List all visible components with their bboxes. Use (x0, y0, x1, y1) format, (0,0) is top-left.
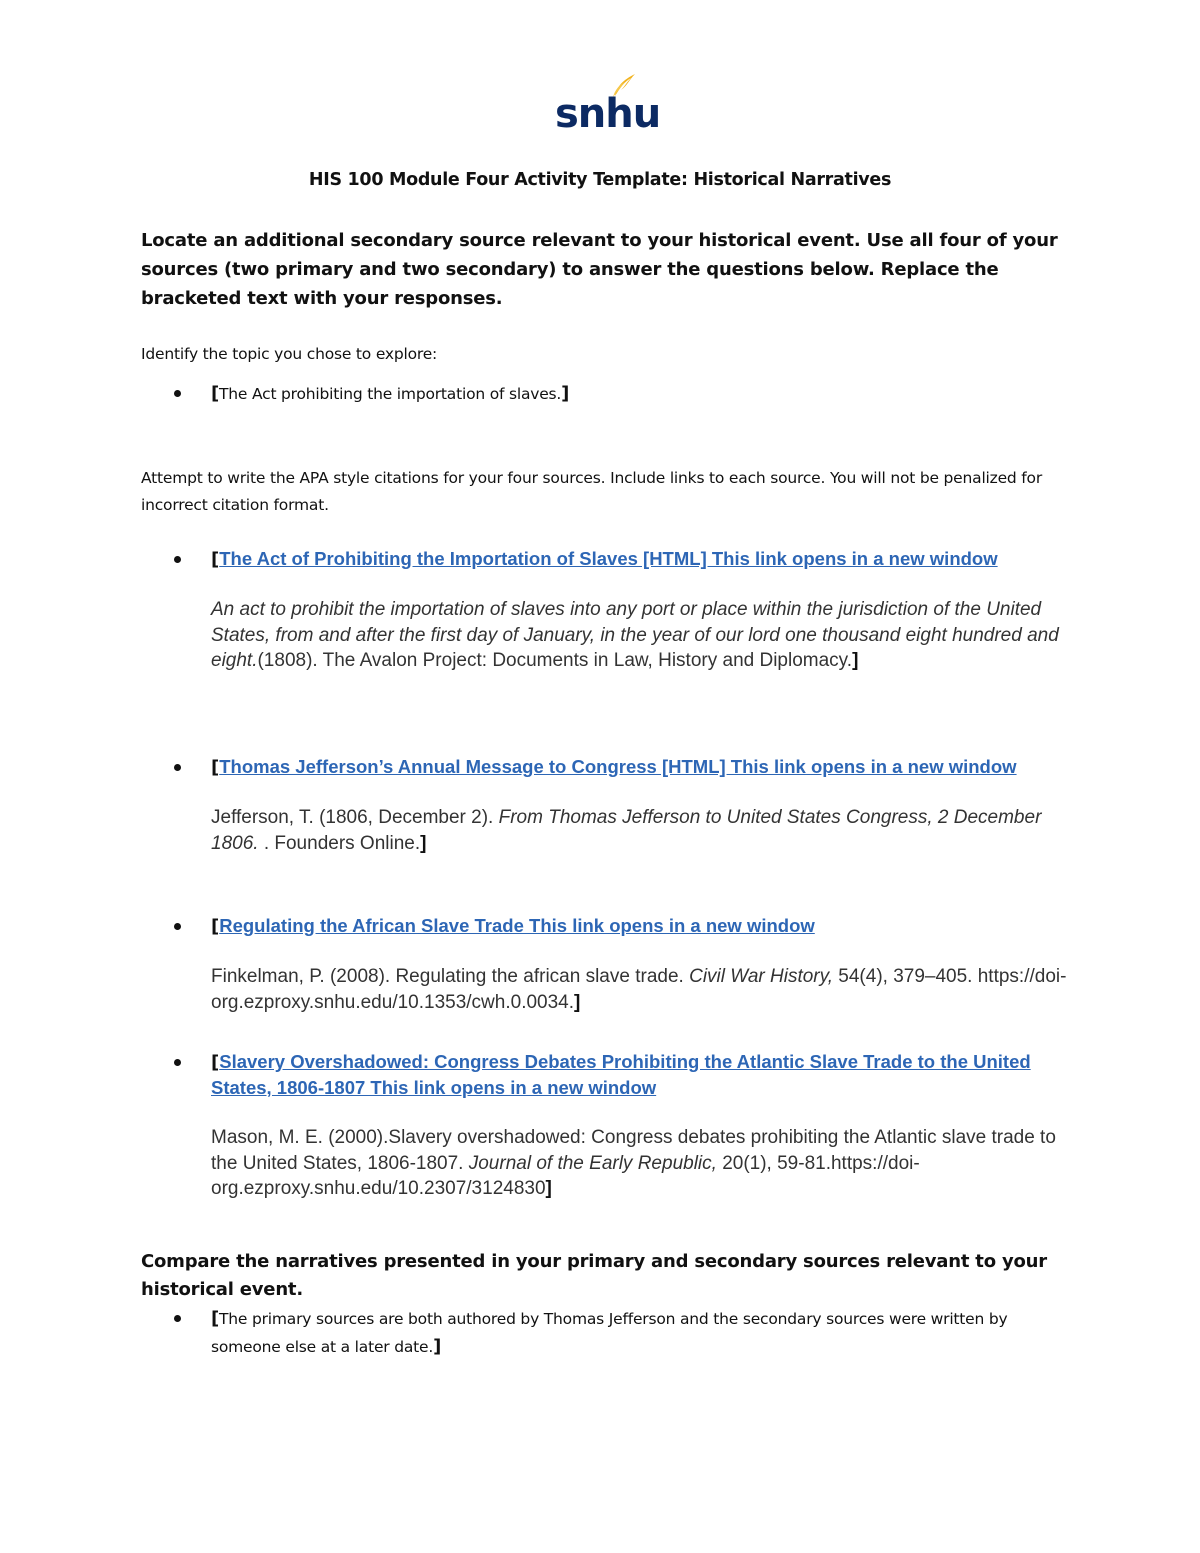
logo-text: snhu (555, 91, 661, 137)
citation-text: Finkelman, P. (2008). Regulating the african slave trade. Civil War History, 54(4), 379–405. https://doi-org.ezproxy.snhu.edu/10.1353/cwh.0.0034.] (211, 966, 1067, 1013)
citation-item: [Slavery Overshadowed: Congress Debates Prohibiting the Atlantic Slave Trade to the United States, 1806-1807 This link opens in a new window Mason, M. E. (2000).Slavery overshadowed: Congress debates prohibiting the Atlantic slave trade to the United States, 1806-1807. Journal of the Early Republic, 20(1), 59-81.https://doi-org.ezproxy.snhu.edu/10.2307/3124830] (211, 1049, 1071, 1202)
source-link[interactable]: The Act of Prohibiting the Importation of Slaves [HTML] This link opens in a new window (219, 548, 998, 569)
citation-text: Jefferson, T. (1806, December 2). From Thomas Jefferson to United States Congress, 2 December 1806. . Founders Online.] (211, 807, 1042, 854)
bullet-icon (174, 1059, 184, 1069)
bullet-icon (174, 764, 184, 774)
instructions: Locate an additional secondary source relevant to your historical event. Use all four of your sources (two primary and two secondary) to answer the questions below. Replace the bracketed text with your responses. (141, 230, 1058, 309)
citation-text: An act to prohibit the importation of slaves into any port or place within the jurisdiction of the United States, from and after the first day of January, in the year of our lord one thousand eight hundred and eight.(1808). The Avalon Project: Documents in Law, History and Diplomacy.] (211, 599, 1059, 671)
compare-answer: [The primary sources are both authored by Thomas Jefferson and the secondary sources were written by someone else at a later date.] (211, 1308, 1008, 1357)
compare-question: Compare the narratives presented in your primary and secondary sources relevant to your historical event. (141, 1251, 1047, 1300)
citation-item: [The Act of Prohibiting the Importation of Slaves [HTML] This link opens in a new window An act to prohibit the importation of slaves into any port or place within the jurisdiction of the United States, from and after the first day of January, in the year of our lord one thousand eight hundred and eight.(1808). The Avalon Project: Documents in Law, History and Diplomacy.] (211, 546, 1071, 674)
source-link[interactable]: Slavery Overshadowed: Congress Debates Prohibiting the Atlantic Slave Trade to the United States, 1806-1807 This link opens in a new window (211, 1051, 1031, 1098)
topic-label: Identify the topic you chose to explore: (141, 345, 438, 363)
bullet-icon (174, 556, 184, 566)
topic-answer: [The Act prohibiting the importation of slaves.] (211, 383, 570, 404)
source-link[interactable]: Regulating the African Slave Trade This link opens in a new window (219, 915, 815, 936)
page-title: HIS 100 Module Four Activity Template: Historical Narratives (308, 170, 892, 190)
bullet-icon (174, 923, 184, 933)
source-link[interactable]: Thomas Jefferson’s Annual Message to Congress [HTML] This link opens in a new window (219, 756, 1017, 777)
snhu-logo (555, 72, 661, 137)
citation-item: [Regulating the African Slave Trade This link opens in a new window Finkelman, P. (2008). Regulating the african slave trade. Civil War History, 54(4), 379–405. https://doi-org.ezproxy.snhu.edu/10.1353/cwh.0.0034.] (211, 913, 1071, 1015)
citations-label: Attempt to write the APA style citations for your four sources. Include links to each source. You will not be penalized for incorrect citation format. (141, 469, 1043, 514)
bullet-icon (174, 1315, 184, 1325)
citation-item: [Thomas Jefferson’s Annual Message to Congress [HTML] This link opens in a new window Jefferson, T. (1806, December 2). From Thomas Jefferson to United States Congress, 2 December 1806. . Founders Online.] (211, 754, 1071, 856)
citation-text: Mason, M. E. (2000).Slavery overshadowed: Congress debates prohibiting the Atlantic slave trade to the United States, 1806-1807. Journal of the Early Republic, 20(1), 59-81.https://doi-org.ezproxy.snhu.edu/10.2307/3124830] (211, 1127, 1056, 1199)
bullet-icon (174, 390, 184, 400)
